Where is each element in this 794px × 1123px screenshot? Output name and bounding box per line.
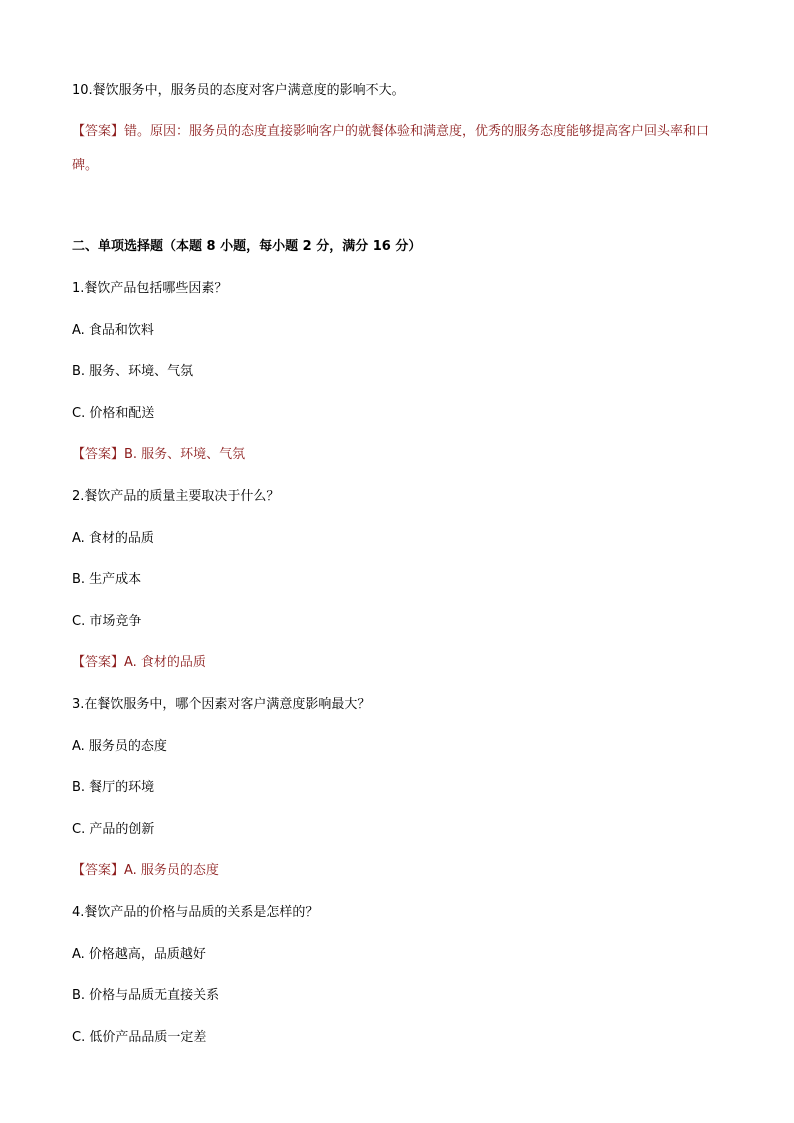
section-title: 二、单项选择题（本题 8 小题，每小题 2 分，满分 16 分） [72, 239, 422, 254]
question-1-option-c: C. 价格和配送 [72, 406, 155, 421]
question-3-option-a: A. 服务员的态度 [72, 739, 167, 754]
question-1-option-a: A. 食品和饮料 [72, 323, 154, 338]
question-2-answer: 【答案】A. 食材的品质 [72, 655, 206, 670]
question-4-option-c: C. 低价产品品质一定差 [72, 1030, 207, 1045]
question-1-option-b: B. 服务、环境、气氛 [72, 364, 194, 379]
question-2-option-b: B. 生产成本 [72, 572, 142, 587]
question-10-stem: 10.餐饮服务中，服务员的态度对客户满意度的影响不大。 [72, 83, 405, 98]
question-2-stem: 2.餐饮产品的质量主要取决于什么？ [72, 489, 280, 504]
question-1-stem: 1.餐饮产品包括哪些因素？ [72, 281, 228, 296]
question-2-option-a: A. 食材的品质 [72, 531, 154, 546]
question-1-answer: 【答案】B. 服务、环境、气氛 [72, 447, 246, 462]
question-4-option-a: A. 价格越高，品质越好 [72, 947, 206, 962]
question-3-option-b: B. 餐厅的环境 [72, 780, 155, 795]
question-10-answer: 【答案】错。原因：服务员的态度直接影响客户的就餐体验和满意度，优秀的服务态度能够提高客户回头率和口碑。 [72, 124, 710, 173]
question-4-option-b: B. 价格与品质无直接关系 [72, 988, 220, 1003]
question-3-option-c: C. 产品的创新 [72, 822, 155, 837]
question-4-stem: 4.餐饮产品的价格与品质的关系是怎样的？ [72, 905, 319, 920]
question-3-answer: 【答案】A. 服务员的态度 [72, 863, 219, 878]
question-3-stem: 3.在餐饮服务中，哪个因素对客户满意度影响最大？ [72, 697, 371, 712]
question-2-option-c: C. 市场竞争 [72, 614, 142, 629]
